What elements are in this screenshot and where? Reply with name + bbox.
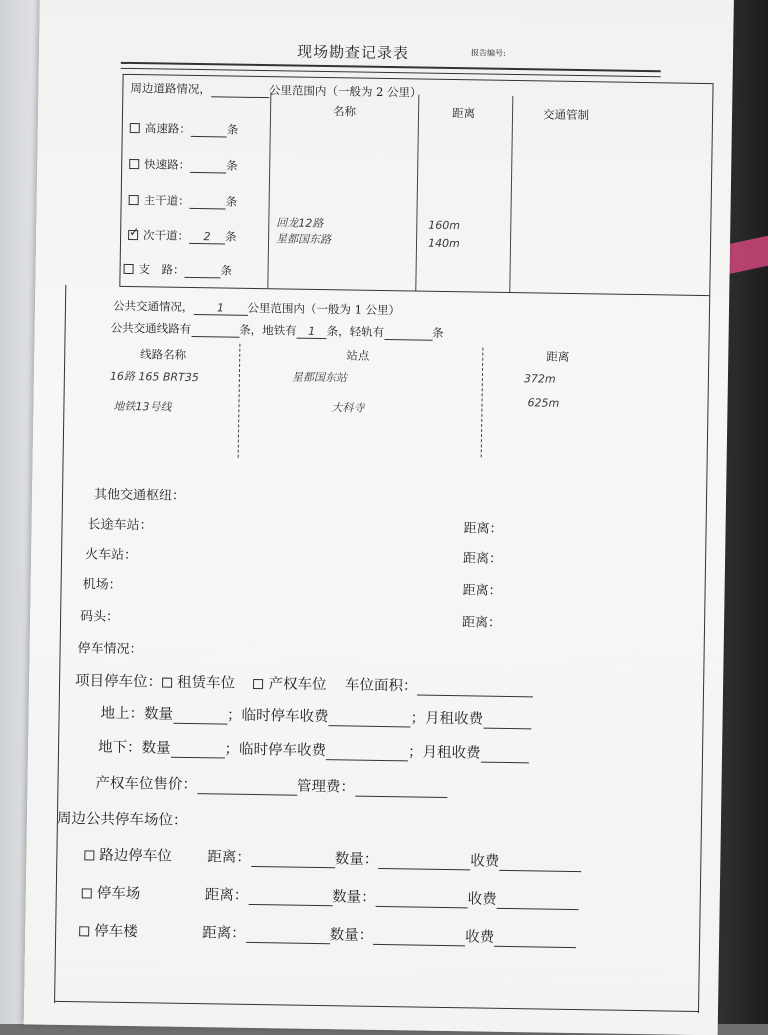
parking-garage-checkbox[interactable] xyxy=(79,926,89,936)
roads-divider-1 xyxy=(267,92,271,288)
public-parking-heading: 周边公共停车场位： xyxy=(56,810,188,829)
transit-distance-1: 372m xyxy=(523,372,556,386)
secondary-checkbox-checked[interactable]: ✓ xyxy=(129,224,140,240)
roads-col-distance: 距离 xyxy=(451,106,476,121)
transit-col-distance: 距离 xyxy=(546,349,570,364)
branch-checkbox[interactable] xyxy=(124,264,134,274)
frame-bottom xyxy=(54,1001,698,1012)
transit-lines: 公共交通线路有 条，地铁有 1 条，轻轨有 条 xyxy=(110,320,444,340)
road-row-secondary: ✓ 次干道： 2 条 xyxy=(129,224,237,244)
expressway-checkbox[interactable] xyxy=(129,159,139,169)
hub-train-distance: 距离： xyxy=(462,551,503,567)
transit-line-2: 地铁13号线 xyxy=(113,399,172,414)
roads-left-rule xyxy=(119,74,123,286)
arterial-checkbox[interactable] xyxy=(129,195,139,205)
frame-left xyxy=(54,285,66,1003)
property-checkbox[interactable] xyxy=(253,679,263,689)
report-number-label: 报告编号: xyxy=(470,48,506,58)
parking-above-row: 地上：数量 ；临时停车收费 ；月租收费 xyxy=(100,702,531,730)
header-rule xyxy=(121,62,661,72)
hub-bus-distance: 距离： xyxy=(463,521,503,537)
road-row-arterial: 主干道： 条 xyxy=(129,192,238,210)
roadside-checkbox[interactable] xyxy=(84,850,94,860)
transit-heading: 公共交通情况， 1 公里范围内（一般为 1 公里） xyxy=(112,298,401,318)
transit-distance-2: 625m xyxy=(527,396,560,410)
roads-divider-3 xyxy=(509,96,513,292)
form-title: 现场勘查记录表 xyxy=(296,42,410,63)
form-header xyxy=(39,37,733,63)
roads-bottom-rule xyxy=(119,286,709,296)
parking-lot-checkbox[interactable] xyxy=(82,888,92,898)
transit-divider-2 xyxy=(481,348,484,458)
roads-col-name: 名称 xyxy=(332,104,357,119)
public-parking-garage: 停车楼 距离： 数量： 收费 xyxy=(79,919,576,948)
rent-checkbox[interactable] xyxy=(162,678,172,688)
parking-price-row: 产权车位售价： 管理费： xyxy=(95,772,447,799)
hub-airport: 机场： xyxy=(82,577,122,593)
road-row-branch: 支 路： 条 xyxy=(123,261,232,279)
parking-heading: 停车情况： xyxy=(77,641,143,658)
transit-line-1: 16路 165 BRT35 xyxy=(109,369,199,385)
roads-divider-2 xyxy=(415,95,419,291)
road-distance-2: 140m xyxy=(427,236,460,251)
hub-bus-station: 长途车站： xyxy=(87,517,153,534)
parking-project-row: 项目停车位： 租赁车位 产权车位 车位面积： xyxy=(75,669,534,697)
transit-station-2: 大科寺 xyxy=(331,401,365,415)
hub-train-station: 火车站： xyxy=(84,547,138,564)
public-parking-lot: 停车场 距离： 数量： 收费 xyxy=(82,881,579,910)
road-name-1: 回龙12路 xyxy=(276,216,324,231)
road-row-expressway: 快速路： 条 xyxy=(129,156,238,174)
hub-airport-distance: 距离： xyxy=(462,583,502,599)
parking-below-row: 地下：数量 ；临时停车收费 ；月租收费 xyxy=(98,736,529,764)
road-name-2: 星都国东路 xyxy=(275,232,332,247)
highway-checkbox[interactable] xyxy=(130,123,140,133)
road-row-highway: 高速路： 条 xyxy=(130,120,239,138)
transit-divider-1 xyxy=(238,344,241,458)
roads-heading: 周边道路情况， 公里范围内（一般为 2 公里） xyxy=(130,80,422,100)
transit-station-1: 星都国东站 xyxy=(291,370,348,385)
public-parking-roadside: 路边停车位 距离： 数量： 收费 xyxy=(84,843,581,872)
hub-pier: 码头： xyxy=(79,609,120,625)
transit-col-line: 线路名称 xyxy=(140,347,187,362)
survey-form xyxy=(24,0,734,1035)
road-distance-1: 160m xyxy=(428,218,461,233)
hub-pier-distance: 距离： xyxy=(461,615,502,631)
transit-col-station: 站点 xyxy=(346,348,370,363)
hubs-heading: 其他交通枢纽： xyxy=(93,487,186,504)
roads-col-traffic: 交通管制 xyxy=(542,107,590,123)
secondary-count: 2 xyxy=(203,230,211,244)
frame-right xyxy=(698,83,714,1013)
